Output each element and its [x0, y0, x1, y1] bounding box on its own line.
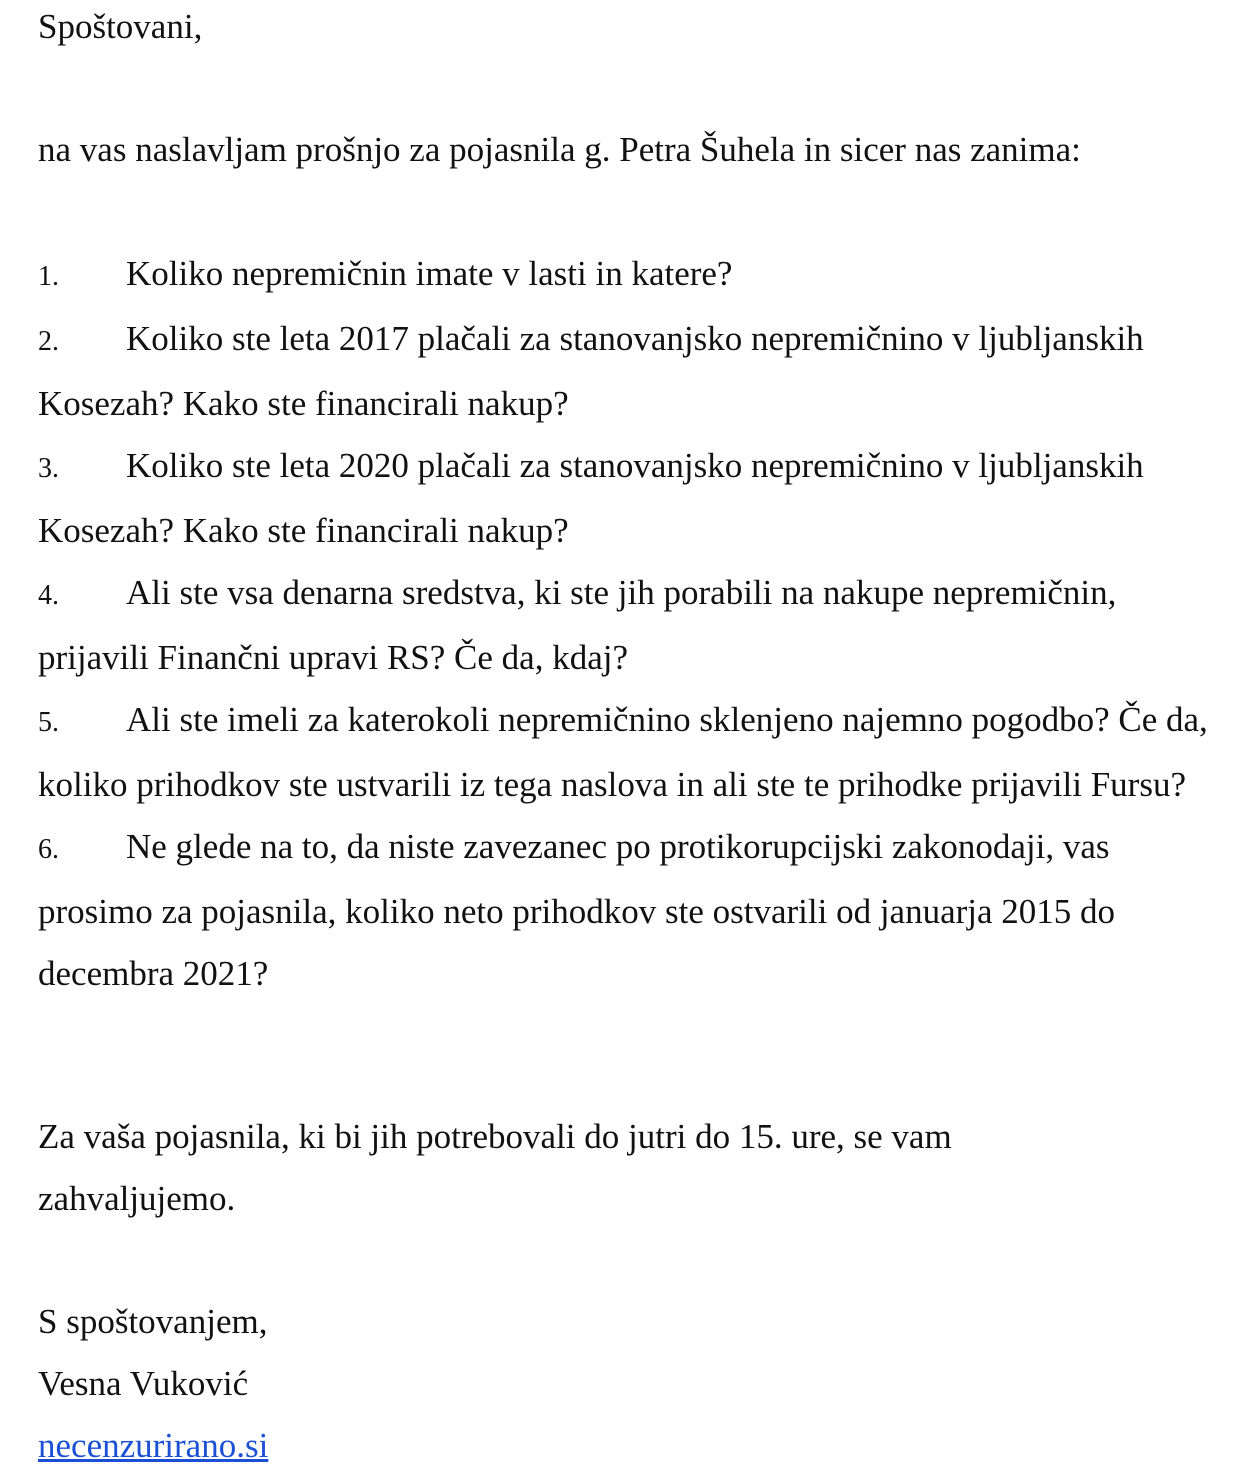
question-text: Ne glede na to, da niste zavezanec po protikorupcijski zakonodaji, vas prosimo za pojasnila, koliko neto prihodkov ste ostvarili od januarja 2015 do decembra 2021? [38, 827, 1116, 993]
question-item [38, 435, 1222, 562]
signature-block [38, 1291, 268, 1477]
question-item [38, 689, 1222, 816]
question-text: Koliko ste leta 2017 plačali za stanovanjsko nepremičnino v ljubljanskih Kosezah? Kako ste financirali nakup? [38, 319, 1144, 423]
question-number: 6. [38, 834, 59, 865]
question-text: Ali ste imeli za katerokoli nepremičnino sklenjeno najemno pogodbo? Če da, koliko prihodkov ste ustvarili iz tega naslova in ali ste te prihodke prijavili Fursu? [38, 700, 1208, 804]
question-text: Ali ste vsa denarna sredstva, ki ste jih porabili na nakupe nepremičnin, prijavili Finančni upravi RS? Če da, kdaj? [38, 573, 1117, 677]
question-number: 1. [38, 261, 59, 292]
question-text: Koliko nepremičnin imate v lasti in katere? [126, 254, 733, 293]
intro-paragraph: na vas naslavljam prošnjo za pojasnila g. Petra Šuhela in sicer nas zanima: [38, 130, 1081, 169]
question-number: 5. [38, 707, 59, 738]
closing-paragraph: Za vaša pojasnila, ki bi jih potrebovali do jutri do 15. ure, se vam zahvaljujemo. [38, 1117, 952, 1218]
signature-name: Vesna Vuković [38, 1364, 249, 1403]
question-number: 2. [38, 326, 59, 357]
question-item [38, 308, 1222, 435]
greeting: Spoštovani, [38, 7, 203, 46]
question-item [38, 562, 1222, 689]
question-item [38, 816, 1222, 1005]
signature-salutation: S spoštovanjem, [38, 1302, 268, 1341]
question-list [38, 243, 1222, 1005]
website-link[interactable]: necenzurirano.si [38, 1426, 269, 1465]
question-number: 4. [38, 580, 59, 611]
question-item [38, 243, 1222, 308]
question-number: 3. [38, 453, 59, 484]
question-text: Koliko ste leta 2020 plačali za stanovanjsko nepremičnino v ljubljanskih Kosezah? Kako ste financirali nakup? [38, 446, 1144, 550]
